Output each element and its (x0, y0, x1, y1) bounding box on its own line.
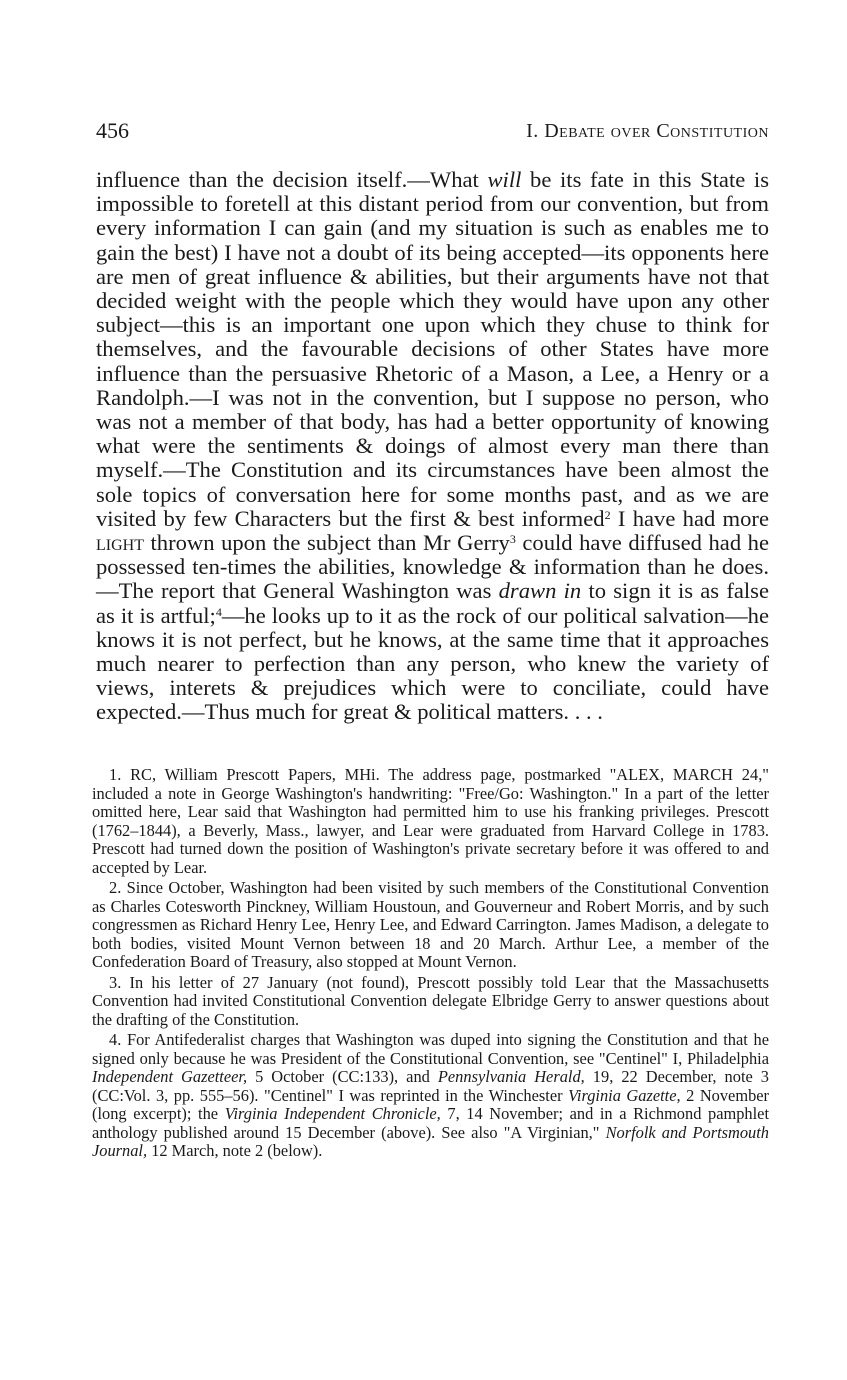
footnote-1: 1. RC, William Prescott Papers, MHi. The address page, postmarked "ALEX, MARCH 24," included a note in George Washington's handwriting: "Free/Go: Washington." In a part of the letter omitted here, Lear said that Washington had permitted him to use his franking privileges. Prescott (1762–1844), a Beverly, Mass., lawyer, and Lear were graduated from Harvard College in 1783. Prescott had turned down the position of Washington's private secretary before it was offered to and accepted by Lear. (92, 765, 769, 877)
page-number: 456 (96, 118, 129, 143)
letter-body (96, 168, 769, 725)
footnote-2: 2. Since October, Washington had been visited by such members of the Constitutional Convention as Charles Cotesworth Pinckney, William Houstoun, and Gouverneur and Robert Morris, and by such congressmen as Richard Henry Lee, Henry Lee, and Edward Carrington. James Madison, a delegate to both bodies, visited Mount Vernon between 18 and 20 March. Arthur Lee, a member of the Confederation Board of Treasury, also stopped at Mount Vernon. (92, 878, 769, 971)
emphasis: will (487, 167, 522, 192)
footnote-3: 3. In his letter of 27 January (not found), Prescott possibly told Lear that the Massachusetts Convention had invited Constitutional Convention delegate Elbridge Gerry to answer questions about the drafting of the Constitution. (92, 972, 769, 1029)
running-head: I. Debate over Constitution (526, 120, 769, 142)
letter-paragraph: influence than the decision itself.—What will be its fate in this State is impossible to foretell at this distant period from our convention, but from every information I can gain (and my situation is such as enables me to gain the best) I have not a doubt of its being accepted—its opponents here are men of great influence & abilities, but their arguments have not that decided weight with the people which they would have upon any other subject—this is an important one upon which they chuse to think for themselves, and the favourable decisions of other States have more influence than the persuasive Rhetoric of a Mason, a Lee, a Henry or a Randolph.—I was not in the convention, but I suppose no person, who was not a member of that body, has had a better opportunity of knowing what were the sentiments & doings of almost every man there than myself.—The Constitution and its circumstances have been almost the sole topics of conversation here for some months past, and as we are visited by few Characters but the first & best informed$^2$ I have had more light thrown upon the subject than Mr Gerry$^3$ could have diffused had he possessed ten-times the abilities, knowledge & information than he does.—The report that General Washington was drawn in to sign it is as false as it is artful;$^4$—he looks up to it as the rock of our political salvation—he knows it is not perfect, but he knows, at the same time that it approaches much nearer to perfection than any person, who knew the variety of views, interets & prejudices which were to conciliate, could have expected.—Thus much for great & political matters. . . . (96, 167, 769, 725)
footnote-ref-2[interactable]: 2 (604, 507, 611, 522)
footnote-ref-3[interactable]: 3 (509, 532, 516, 547)
page-header (96, 118, 769, 148)
footnote-4: 4. For Antifederalist charges that Washington was duped into signing the Constitution and that he signed only because he was President of the Constitutional Convention, see "Centinel" I, Philadelphia Independent Gazetteer, 5 October (CC:133), and Pennsylvania Herald, 19, 22 December, note 3 (CC:Vol. 3, pp. 555–56). "Centinel" I was reprinted in the Winchester Virginia Gazette, 2 November (long excerpt); the Virginia Independent Chronicle, 7, 14 November; and in a Richmond pamphlet anthology published around 15 December (above). See also "A Virginian," Norfolk and Portsmouth Journal, 12 March, note 2 (below). (92, 1030, 770, 1160)
footnotes (92, 766, 769, 1163)
emphasis: drawn in (498, 578, 582, 604)
footnote-ref-4[interactable]: 4 (215, 604, 222, 619)
small-caps-word: light (96, 530, 144, 556)
